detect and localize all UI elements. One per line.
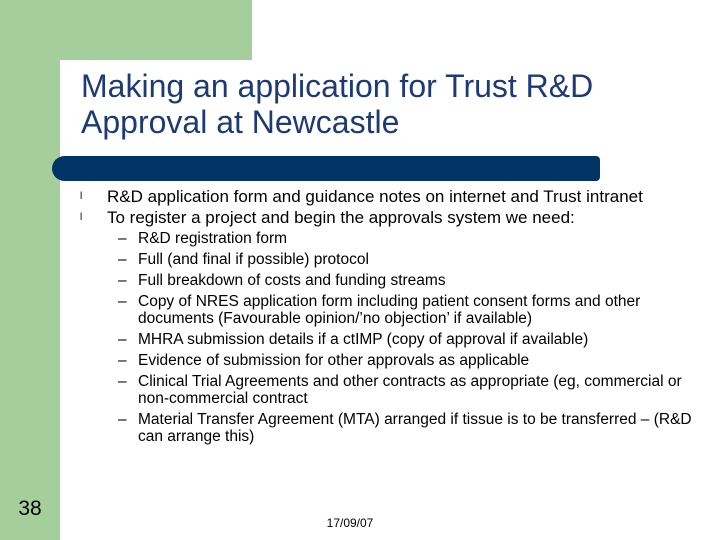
sub-bullet-text: R&D registration form <box>138 230 288 247</box>
bullet-text: R&D application form and guidance notes on internet and Trust intranet <box>107 187 643 206</box>
sub-bullet-item <box>118 251 700 268</box>
sub-bullet-item <box>118 293 700 327</box>
left-decor-band <box>0 0 60 540</box>
slide-content <box>80 188 700 449</box>
title-underline-bar <box>64 156 600 181</box>
sub-bullet-text: Full (and final if possible) protocol <box>138 251 369 268</box>
sub-bullet-item <box>118 331 700 348</box>
sub-bullet-text: Clinical Trial Agreements and other contracts as appropriate (eg, commercial or non-commercial contract <box>138 373 682 407</box>
slide-number: 38 <box>18 497 42 520</box>
sub-bullet-text: Copy of NRES application form including patient consent forms and other documents (Favourable opinion/’no objection’ if available) <box>138 293 641 327</box>
sub-bullet-item <box>118 272 700 289</box>
sub-bullet-text: MHRA submission details if a ctIMP (copy of approval if available) <box>138 331 589 348</box>
sub-bullet-item <box>118 352 700 369</box>
bullet-item <box>80 188 700 206</box>
dash-icon: – <box>118 411 127 428</box>
bullet-icon: l <box>80 212 83 223</box>
dash-icon: – <box>118 251 127 268</box>
bullet-text: To register a project and begin the approvals system we need: <box>107 208 575 227</box>
slide-title: Making an application for Trust R&D Approval at Newcastle <box>81 68 594 140</box>
bullet-item <box>80 209 700 227</box>
dash-icon: – <box>118 272 127 289</box>
dash-icon: – <box>118 352 127 369</box>
bullet-icon: l <box>80 191 83 202</box>
sub-bullet-item <box>118 230 700 247</box>
top-decor-band <box>0 0 252 60</box>
sub-bullet-item <box>118 411 700 445</box>
sub-bullet-list <box>80 230 700 445</box>
sub-bullet-text: Material Transfer Agreement (MTA) arranged if tissue is to be transferred – (R&D can arrange this) <box>138 411 692 445</box>
dash-icon: – <box>118 230 127 247</box>
footer-date: 17/09/07 <box>326 516 374 530</box>
sub-bullet-item <box>118 373 700 407</box>
sub-bullet-text: Full breakdown of costs and funding streams <box>138 272 446 289</box>
sub-bullet-text: Evidence of submission for other approvals as applicable <box>138 352 530 369</box>
dash-icon: – <box>118 373 127 390</box>
dash-icon: – <box>118 331 127 348</box>
dash-icon: – <box>118 293 127 310</box>
